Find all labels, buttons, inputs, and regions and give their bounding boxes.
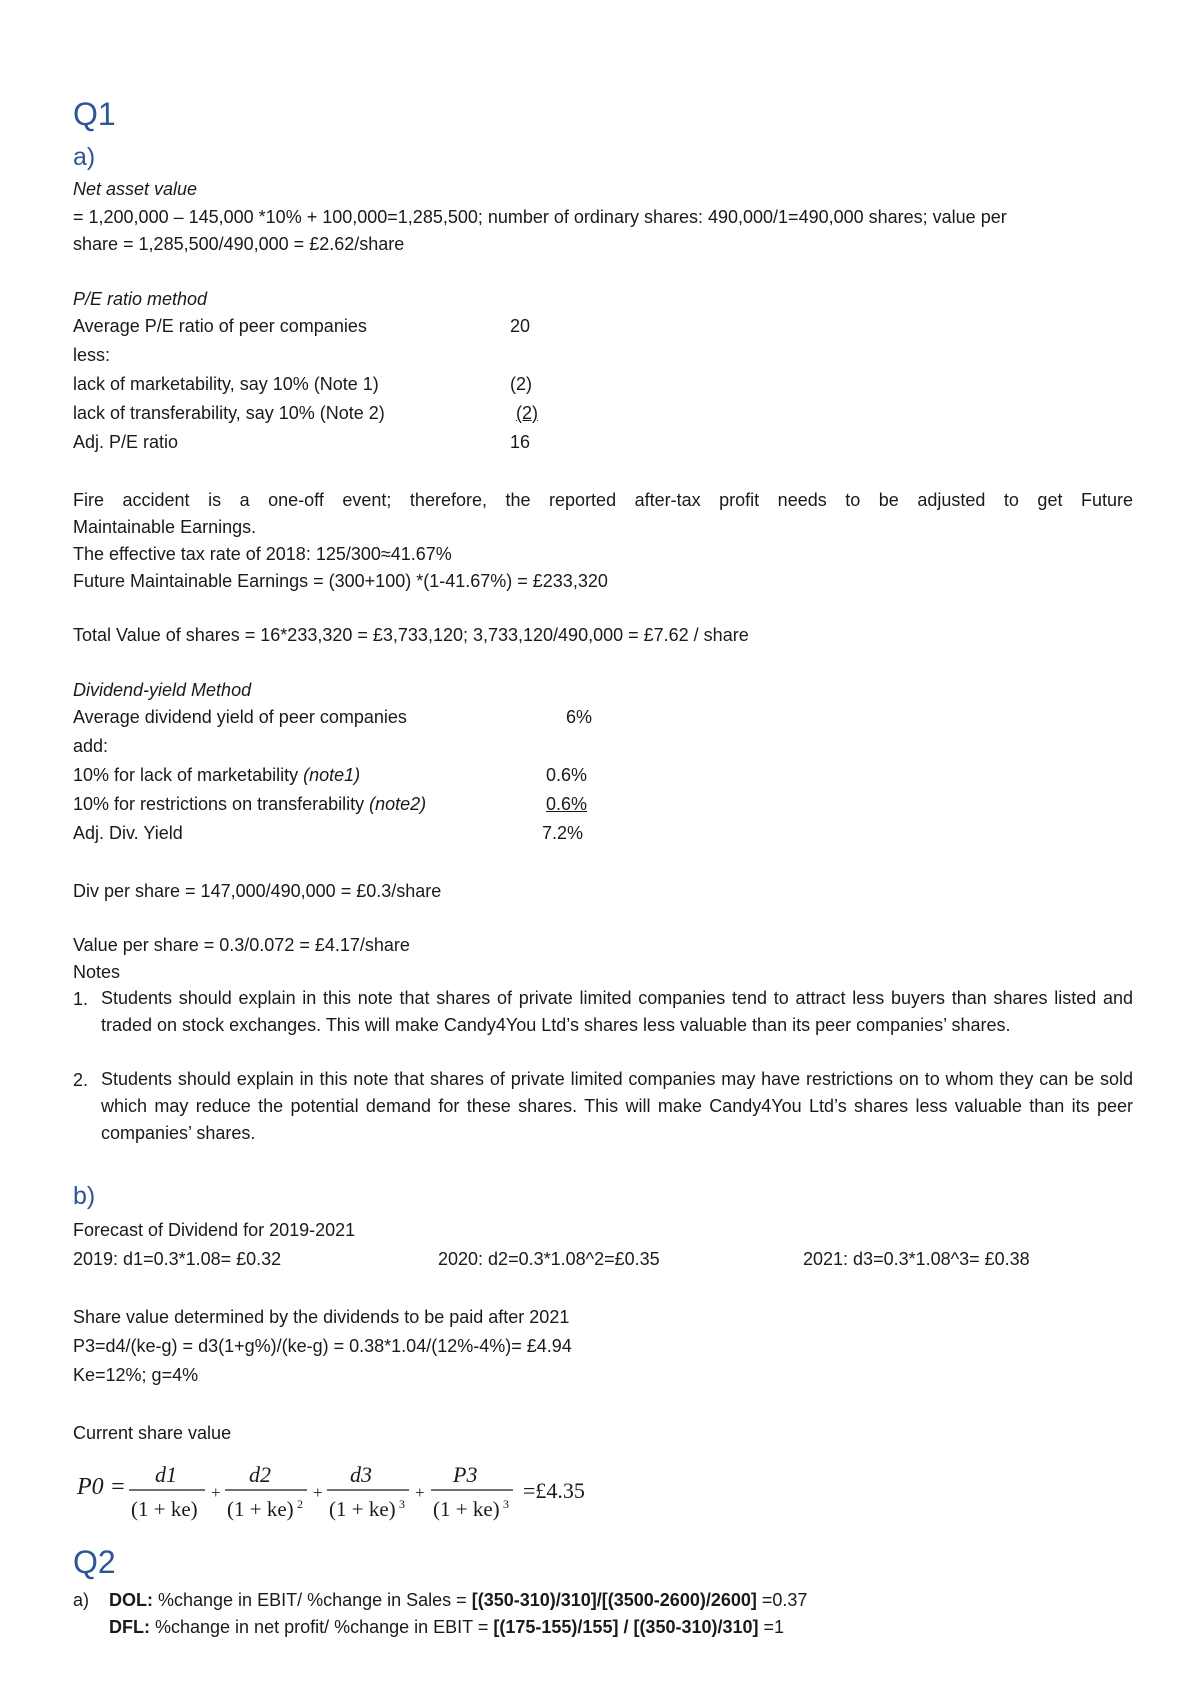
formula-exponent: 3 (503, 1497, 509, 1511)
tax-rate-line: The effective tax rate of 2018: 125/300≈41.67% (73, 544, 452, 564)
value-per-share-line: Value per share = 0.3/0.072 = £4.17/share (73, 935, 410, 955)
formula-exponent: 2 (297, 1497, 303, 1511)
note-text: Students should explain in this note that shares of private limited companies may have restrictions on to whom they can be sold which may reduce the potential demand for these shares. This will make Candy4You Ltd’s shares less valuable than its peer companies’ shares. (101, 1069, 1133, 1143)
pe-row-label: Average P/E ratio of peer companies (73, 316, 367, 336)
plus-sign: + (211, 1483, 221, 1502)
current-share-value-title: Current share value (73, 1423, 232, 1443)
dol-text: %change in EBIT/ %change in Sales = (153, 1590, 472, 1610)
q2-part-a-label: a) (73, 1590, 90, 1610)
fire-line-1: Fire accident is a one-off event; therefore, the reported after-tax profit needs to be adjusted to get Future (73, 490, 1133, 510)
dol-result: =0.37 (756, 1590, 808, 1610)
note-number: 1. (73, 989, 89, 1009)
div-per-share-line: Div per share = 147,000/490,000 = £0.3/share (73, 881, 442, 901)
dfl-line (109, 1616, 784, 1638)
note-text: Students should explain in this note that shares of private limited companies tend to attract less buyers than shares listed and traded on stock exchanges. This will make Candy4You Ltd’s shares less valuable than its peer companies’ shares. (101, 988, 1133, 1035)
total-value-line: Total Value of shares = 16*233,320 = £3,733,120; 3,733,120/490,000 = £7.62 / share (73, 625, 749, 645)
formula-numerator: d2 (249, 1462, 271, 1487)
pe-row-label: lack of transferability, say 10% (Note 2) (73, 403, 385, 423)
dy-row-value: 0.6% (546, 765, 588, 785)
dy-row-label: add: (73, 736, 109, 756)
dfl-result: =1 (758, 1617, 785, 1637)
dy-row-value: 0.6% (546, 794, 588, 814)
nav-line-1: = 1,200,000 – 145,000 *10% + 100,000=1,285,500; number of ordinary shares: 490,000/1=490,000 shares; value per (73, 207, 1007, 227)
dy-row-value: 7.2% (542, 823, 584, 843)
formula-denominator: (1 + ke) (131, 1497, 198, 1521)
note-number: 2. (73, 1070, 89, 1090)
p3-line: P3=d4/(ke-g) = d3(1+g%)/(ke-g) = 0.38*1.04/(12%-4%)= £4.94 (73, 1336, 572, 1356)
pe-row-value: 16 (510, 432, 531, 452)
forecast-title: Forecast of Dividend for 2019-2021 (73, 1220, 356, 1240)
plus-sign: + (313, 1483, 323, 1502)
fire-line-2: Maintainable Earnings. (73, 517, 257, 537)
dy-title: Dividend-yield Method (73, 680, 252, 700)
q1-heading: Q1 (73, 96, 116, 132)
pe-title: P/E ratio method (73, 289, 208, 309)
dfl-text: %change in net profit/ %change in EBIT = (149, 1617, 494, 1637)
formula-numerator: d1 (155, 1462, 177, 1487)
dy-row-note: (note2) (369, 794, 427, 814)
formula-denominator: (1 + ke) (329, 1497, 396, 1521)
pe-row-value: (2) (516, 403, 538, 423)
pe-row-value: (2) (510, 374, 532, 394)
dy-row-value: 6% (566, 707, 593, 727)
q1-part-a-label: a) (73, 143, 96, 171)
share-value-formula (73, 1452, 633, 1532)
share-value-title: Share value determined by the dividends to be paid after 2021 (73, 1307, 570, 1327)
ke-line: Ke=12%; g=4% (73, 1365, 199, 1385)
dol-label: DOL: (109, 1590, 153, 1610)
dfl-label: DFL: (109, 1617, 150, 1637)
q1-part-b-label: b) (73, 1182, 96, 1210)
formula-denominator: (1 + ke) (433, 1497, 500, 1521)
formula-denominator: (1 + ke) (227, 1497, 294, 1521)
dfl-formula: [(175-155)/155] / [(350-310)/310] (493, 1617, 759, 1637)
formula-result: =£4.35 (523, 1478, 585, 1503)
pe-row-label: Adj. P/E ratio (73, 432, 179, 452)
formula-lhs: P0 = (77, 1474, 126, 1500)
dividend-2021: 2021: d3=0.3*1.08^3= £0.38 (803, 1249, 1030, 1269)
dy-row-label-text: 10% for restrictions on transferability (73, 794, 370, 814)
nav-title: Net asset value (73, 179, 198, 199)
dividend-2020: 2020: d2=0.3*1.08^2=£0.35 (438, 1249, 660, 1269)
pe-row-label: less: (73, 345, 111, 365)
formula-numerator: P3 (453, 1462, 478, 1487)
dol-line (109, 1589, 807, 1611)
dy-row-label-text: 10% for lack of marketability (73, 765, 304, 785)
dividend-2019: 2019: d1=0.3*1.08= £0.32 (73, 1249, 282, 1269)
notes-title: Notes (73, 962, 121, 982)
dy-row-note: (note1) (303, 765, 361, 785)
formula-exponent: 3 (399, 1497, 405, 1511)
dy-row-label (73, 793, 426, 815)
dy-row-label: Average dividend yield of peer companies (73, 707, 407, 727)
dy-row-label (73, 764, 360, 786)
plus-sign: + (415, 1483, 425, 1502)
dy-row-label: Adj. Div. Yield (73, 823, 183, 843)
q2-heading: Q2 (73, 1544, 116, 1580)
fme-line: Future Maintainable Earnings = (300+100) *(1-41.67%) = £233,320 (73, 571, 608, 591)
dol-formula: [(350-310)/310]/[(3500-2600)/2600] (471, 1590, 757, 1610)
pe-row-value: 20 (510, 316, 531, 336)
formula-numerator: d3 (350, 1462, 372, 1487)
pe-row-label: lack of marketability, say 10% (Note 1) (73, 374, 379, 394)
nav-line-2: share = 1,285,500/490,000 = £2.62/share (73, 234, 405, 254)
